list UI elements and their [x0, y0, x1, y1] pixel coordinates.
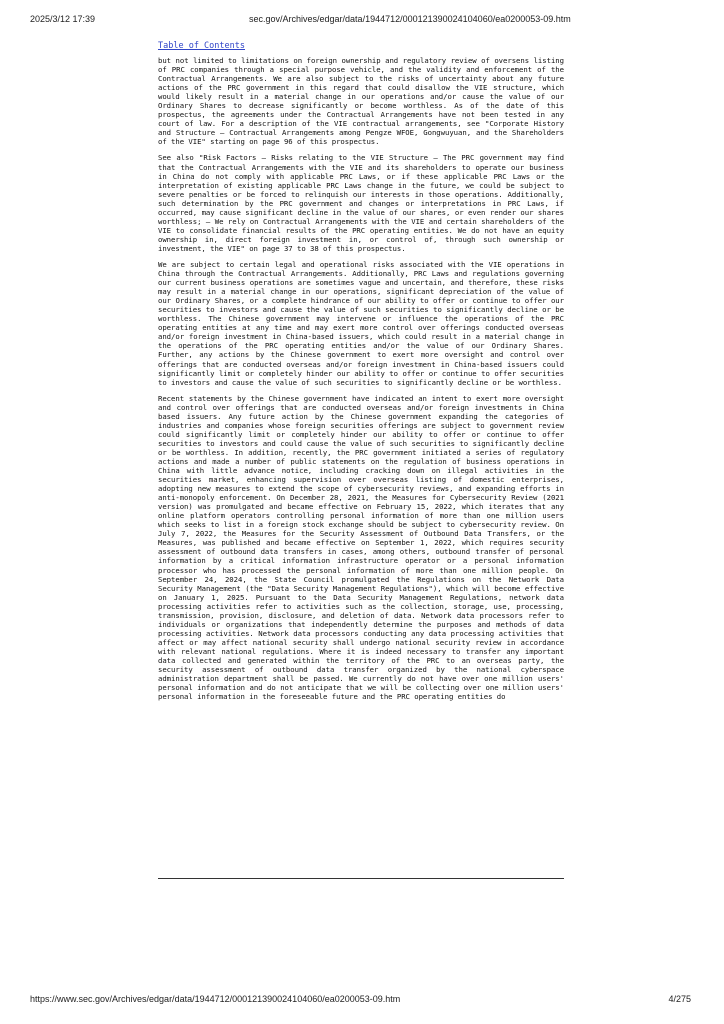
page-divider [158, 878, 564, 879]
page-number: 4/275 [668, 994, 691, 1004]
paragraph-vie-structure-risk: but not limited to limitations on foreign ownership and regulatory review of oversens listing of PRC companies through a special purpose vehicle, and the validity and enforcement of the Contractual Arrangements. We are also subject to the risks of uncertainty about any future actions of the PRC government in this regard that could disallow the VIE structure, which would likely result in a material change in our operations and/or cause the value of our Ordinary Shares to decrease significantly or become worthless. As of the date of this prospectus, the agreements under the Contractual Arrangements have not been tested in any court of law. For a description of the VIE contractual arrangements, see "Corporate History and Structure — Contractual Arrangements among Pengze WFOE, Gongwuyuan, and the Shareholders of the VIE" starting on page 96 of this prospectus. [158, 56, 564, 147]
table-of-contents-link[interactable]: Table of Contents [158, 41, 245, 51]
paragraph-legal-operational-risks: We are subject to certain legal and operational risks associated with the VIE operations in China through the Contractual Arrangements. Additionally, PRC Laws and regulations governing our current business operations are sometimes vague and uncertain, and therefore, these risks may result in a material change in our operations, significant depreciation of the value of our Ordinary Shares, or a complete hindrance of our ability to offer or continue to offer our securities to investors and cause the value of such securities to significantly decline or be worthless. The Chinese government may intervene or influence the operations of the PRC operating entities at any time and may exert more control over offerings conducted overseas and/or foreign investment in China-based issuers, which could result in a material change in the operations of the PRC operating entities and/or the value of our Ordinary Shares. Further, any actions by the Chinese government to exert more oversight and control over offerings that are conducted overseas and/or foreign investment in China-based issuers could significantly limit or completely hinder our ability to offer or continue to offer securities to investors and cause the value of such securities to significantly decline or be worthless. [158, 259, 564, 387]
paragraph-see-also-risk-factors: See also "Risk Factors — Risks relating to the VIE Structure — The PRC government may find that the Contractual Arrangements with the VIE and its shareholders to operate our business in China do not comply with applicable PRC Laws, or if these applicable PRC Laws or the interpretation of existing applicable PRC Laws change in the future, we could be subject to severe penalties or be forced to relinquish our interests in those operations. Additionally, such determination by the PRC government and changes or interpretations in PRC Laws, if occurred, may cause significant decline in the value of our shares, or even render our shares worthless; — We rely on Contractual Arrangements with the VIE and certain shareholders of the VIE to consolidate financial results of the PRC operating entities. We do not have an equity ownership in, direct foreign investment in, or control of, through such ownership or investment, the VIE" on page 37 to 38 of this prospectus. [158, 153, 564, 253]
print-footer-url: https://www.sec.gov/Archives/edgar/data/1944712/000121390024104060/ea0200053-09.htm [30, 994, 401, 1004]
print-datetime: 2025/3/12 17:39 [30, 14, 96, 24]
paragraph-recent-statements: Recent statements by the Chinese government have indicated an intent to exert more oversight and control over offerings that are conducted overseas and/or foreign investments in China based issuers. Any future action by the Chinese government expanding the categories of industries and companies whose foreign securities offerings are subject to government review could significantly limit or completely hinder our ability to offer or continue to offer securities to investors and could cause the value of such securities to significantly decline or be worthless. In addition, recently, the PRC government initiated a series of regulatory actions and made a number of public statements on the regulation of business operations in China with little advance notice, including cracking down on illegal activities in the securities market, enhancing supervision over overseas listing of domestic enterprises, adopting new measures to extend the scope of cybersecurity reviews, and expanding efforts in anti-monopoly enforcement. On December 28, 2021, the Measures for Cybersecurity Review (2021 version) was promulgated and became effective on February 15, 2022, which iterates that any online platform operators controlling personal information of more than one million users which seeks to list in a foreign stock exchange should be subject to cybersecurity review. On July 7, 2022, the Measures for the Security Assessment of Outbound Data Transfers, or the Measures, was published and became effective on September 1, 2022, which requires security assessment of outbound data transfers in cases, among others, outbound transfer of personal information by a critical information infrastructure operator or a personal information processor who has processed the personal information of more than one million people. On September 24, 2024, the State Council promulgated the Regulations on the Network Data Security Management (the "Data Security Management Regulations"), which will become effective on January 1, 2025. Pursuant to the Data Security Management Regulations, network data processing activities refer to activities such as the collection, storage, use, processing, transmission, provision, disclosure, and deletion of data. Network data processors refer to individuals or organizations that independently determine the purposes and methods of data processing activities. Network data processors conducting any data processing activities that affect or may affect national security shall undergo national security review in accordance with relevant national regulations. Where it is indeed necessary to transfer any important data collected and generated within the territory of the PRC to an overseas party, the security assessment of outbound data transfer organized by the national cyberspace administration department shall be passed. We currently do not have over one million users' personal information and do not anticipate that we will be collecting over one million users' personal information in the foreseeable future and the PRC operating entities do [158, 393, 564, 702]
document-body [158, 56, 564, 708]
print-header-url: sec.gov/Archives/edgar/data/1944712/000121390024104060/ea0200053-09.htm [249, 14, 571, 24]
